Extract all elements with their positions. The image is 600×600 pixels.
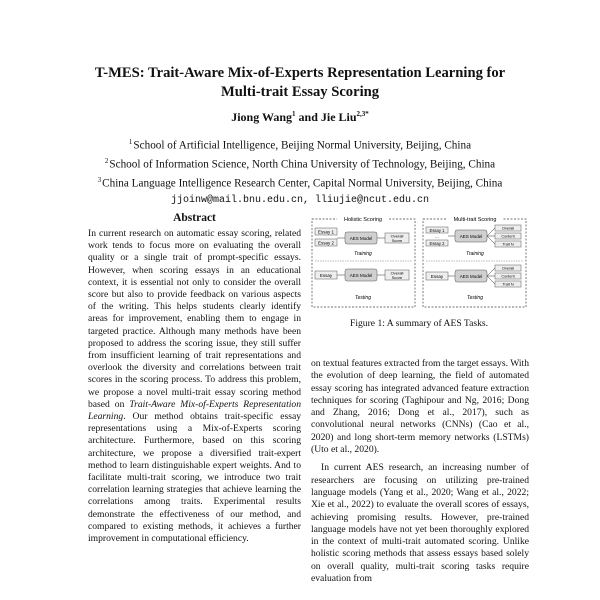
svg-text:AES Model: AES Model xyxy=(349,273,373,278)
svg-text:Training: Training xyxy=(466,251,484,257)
svg-text:Overall: Overall xyxy=(501,226,515,231)
svg-text:Content: Content xyxy=(501,274,515,279)
body-paragraph-2: In current AES research, an increasing number of researchers are focusing on utilizing pre-trained language models (Yang et al., 2020; Wang et al., 2022; Xie et al., 2022) to evaluate the overall scores of essays, achieving promising results. However, pre-trained language models have not yet been thoroughly explored in the context of multi-trait automated scoring. Unlike holistic scoring methods that assess essays based solely on overall quality, multi-trait scoring tasks require evaluation from xyxy=(311,462,529,585)
method-name: Trait-Aware Mix-of-Experts Representation Learning xyxy=(88,398,302,423)
affiliations xyxy=(0,135,600,208)
affiliation-3: $^3$China Language Intelligence Research Center, Capital Normal University, Beijing, China xyxy=(97,176,503,191)
author-1-sup: 1 xyxy=(292,110,296,118)
author-1: Jiong Wang xyxy=(231,110,293,124)
svg-text:Testing: Testing xyxy=(355,295,371,301)
svg-text:Essay 1: Essay 1 xyxy=(429,227,445,233)
emails: jjoinw@mail.bnu.edu.cn, lliujie@ncut.edu.cn xyxy=(170,194,430,206)
affiliation-1: $^1$School of Artificial Intelligence, Beijing Normal University, Beijing, China xyxy=(128,138,472,152)
svg-text:Overall: Overall xyxy=(390,270,404,276)
holistic-panel-title: Holistic Scoring xyxy=(344,217,382,223)
authors xyxy=(0,110,600,125)
svg-text:...: ... xyxy=(435,234,439,239)
svg-text:Score: Score xyxy=(391,274,403,280)
multitrait-panel-title: Multi-trait Scoring xyxy=(453,217,497,223)
svg-text:Content: Content xyxy=(501,234,515,239)
svg-text:Trait N: Trait N xyxy=(502,282,514,287)
svg-text:Essay 2: Essay 2 xyxy=(317,240,335,246)
trait-scores-train xyxy=(495,225,521,247)
body-right-column xyxy=(311,358,529,585)
abstract-heading: Abstract xyxy=(173,212,216,224)
svg-text:Score: Score xyxy=(391,237,403,243)
svg-text:AES Model: AES Model xyxy=(459,274,483,279)
title-line-2: Multi-trait Essay Scoring xyxy=(220,84,380,100)
svg-text:Testing: Testing xyxy=(467,295,483,301)
svg-text:Essay 1: Essay 1 xyxy=(317,229,335,235)
svg-text:Trait N: Trait N xyxy=(502,242,514,247)
svg-text:Training: Training xyxy=(354,251,372,257)
svg-text:Essay: Essay xyxy=(319,273,333,278)
svg-text:Overall: Overall xyxy=(501,266,515,271)
author-conj: and xyxy=(295,110,321,124)
svg-text:Essay: Essay xyxy=(430,274,444,279)
svg-text:AES Model: AES Model xyxy=(459,234,483,239)
svg-text:Essay 2: Essay 2 xyxy=(429,240,445,246)
author-2-sup: 2,3* xyxy=(356,110,369,118)
author-2: Jie Liu xyxy=(320,110,357,124)
affiliation-2: $^2$School of Information Science, North China University of Technology, Beijing, China xyxy=(104,157,496,171)
paper-title xyxy=(0,64,600,102)
figure-caption: Figure 1: A summary of AES Tasks. xyxy=(350,318,488,329)
svg-text:AES Model: AES Model xyxy=(349,236,373,241)
trait-scores-test xyxy=(495,265,521,287)
figure-1 xyxy=(311,215,527,311)
svg-text:Overall: Overall xyxy=(390,233,404,239)
body-paragraph-1: on textual features extracted from the target essays. With the evolution of deep learning, the field of automated essay scoring has integrated advanced feature extraction techniques for scoring (Taghipour and Ng, 2016; Dong and Zhang, 2016; Dong et al., 2017), such as convolutional neural networks (CNNs) (Cao et al., 2020) and long short-term memory networks (LSTMs) (Uto et al., 2020). xyxy=(311,358,529,456)
title-line-1: T-MES: Trait-Aware Mix-of-Experts Representation Learning for xyxy=(94,65,506,81)
abstract-text: In current research on automatic essay scoring, related work tends to focus more on evaluating the overall quality or a single trait of prompt-specific essays. However, when scoring essays in an educational context, it is essential not only to consider the overall score but also to provide feedback on various aspects of the writing. This helps students clearly identify areas for improvement, enabling them to engage in targeted practice. Although many methods have been proposed to address the scoring issue, they still suffer from insufficient learning of trait representations and overlook the diversity and correlations between trait scores in the scoring process. To address this problem, we propose a novel multi-trait essay scoring method based on Trait-Aware Mix-of-Experts Representation Learning. Our method obtains trait-specific essay representations using a Mix-of-Experts scoring architecture. Furthermore, based on this scoring architecture, we propose a diversified trait-expert method to learn distinguishable expert weights. And to facilitate multi-trait scoring, we introduce two trait correlation learning strategies that achieve learning the correlations among traits. Experimental results demonstrate the effectiveness of our method, and compared to existing methods, it achieves a further improvement in computational efficiency. xyxy=(88,228,302,545)
